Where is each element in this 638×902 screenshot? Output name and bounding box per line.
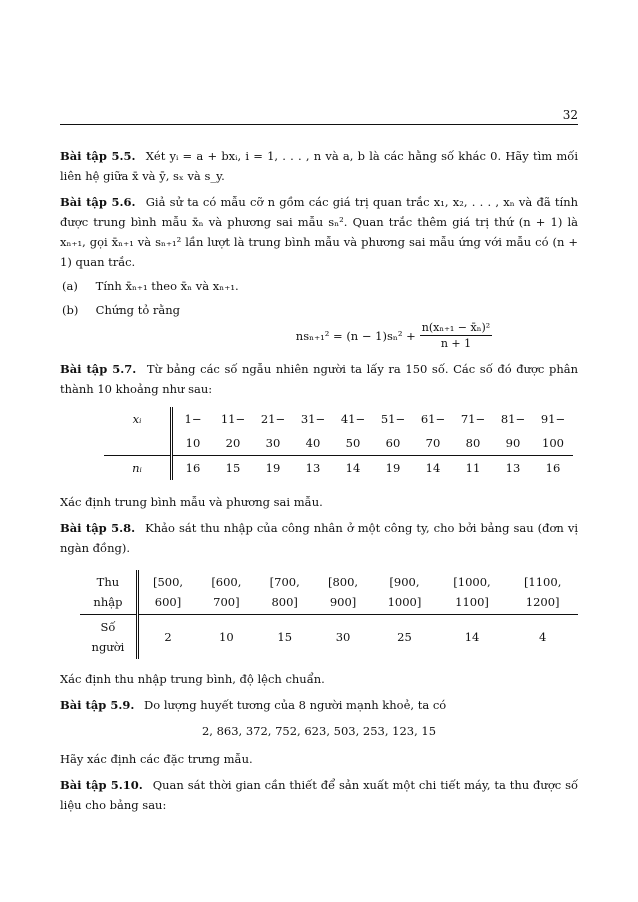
exercise-text: Do lượng huyết tương của 8 người mạnh khoẻ, ta có <box>144 698 447 712</box>
table-cell: 31− <box>300 412 326 426</box>
row-header: xᵢ <box>104 407 172 431</box>
exercise-label: Bài tập 5.9. <box>60 698 135 712</box>
table-cell: 25 <box>372 615 436 660</box>
table-cell: 51− <box>380 412 406 426</box>
table-cell: [900, 1000] <box>387 575 422 609</box>
table-cell: 80 <box>465 436 481 450</box>
table-cell: 14 <box>437 615 508 660</box>
table-cell: 16 <box>172 456 214 481</box>
table-cell: 4 <box>507 615 578 660</box>
row-header <box>104 431 172 456</box>
table-cell: [600, 700] <box>211 575 242 609</box>
table-cell: 10 <box>185 436 201 450</box>
table-cell: 70 <box>425 436 441 450</box>
exercise-text: Từ bảng các số ngẫu nhiên người ta lấy ra 150 số. Các số đó được phân thành 10 khoảng như sau: <box>60 362 578 396</box>
item-label: (a) <box>62 279 78 293</box>
item-b <box>62 300 578 320</box>
income-table <box>80 570 578 659</box>
table-cell: 61− <box>420 412 446 426</box>
exercise-text: Quan sát thời gian cần thiết để sản xuất một chi tiết máy, ta thu được số liệu cho bảng sau: <box>60 778 579 812</box>
table-cell: 19 <box>253 456 293 481</box>
table-row <box>80 615 578 660</box>
table-row <box>104 456 573 481</box>
variance-formula <box>210 320 578 351</box>
table-row <box>104 407 573 431</box>
header-rule <box>60 124 578 125</box>
table-cell: 91− <box>540 412 566 426</box>
table-cell: 16 <box>533 456 573 481</box>
exercise-text: Khảo sát thu nhập của công nhân ở một công ty, cho bởi bảng sau (đơn vị ngàn đồng). <box>60 521 579 555</box>
table-cell: 13 <box>493 456 533 481</box>
exercise-5-8 <box>60 518 578 558</box>
exercise-5-7-question: Xác định trung bình mẫu và phương sai mẫu. <box>60 495 323 509</box>
table-cell: 90 <box>505 436 521 450</box>
exercise-5-8-question: Xác định thu nhập trung bình, độ lệch chuẩn. <box>60 672 325 686</box>
table-cell: 100 <box>542 436 564 450</box>
exercise-text: Giả sử ta có mẫu cỡ n gồm các giá trị quan trắc x₁, x₂, . . . , xₙ và đã tính được trung bình mẫu x̄ₙ và phương sai mẫu sₙ². Quan trắc thêm giá trị thứ (n + 1) là xₙ₊₁, gọi x̄ₙ₊₁ và sₙ₊₁² lần lượt là trung bình mẫu và phương sai mẫu ứng với mẫu có (n + 1) quan trắc. <box>60 195 579 269</box>
table-cell: 81− <box>500 412 526 426</box>
exercise-label: Bài tập 5.10. <box>60 778 143 792</box>
row-header: Số người <box>80 615 137 660</box>
exercise-text: Xét yᵢ = a + bxᵢ, i = 1, . . . , n và a, b là các hằng số khác 0. Hãy tìm mối liên hệ giữa x̄ và ȳ, sₓ và s_y. <box>60 149 578 183</box>
formula-denominator: n + 1 <box>440 337 472 350</box>
table-cell: 40 <box>305 436 321 450</box>
table-cell: 50 <box>345 436 361 450</box>
table-cell: 30 <box>265 436 281 450</box>
table-cell: 14 <box>333 456 373 481</box>
table-cell: 11− <box>220 412 246 426</box>
exercise-label: Bài tập 5.7. <box>60 362 137 376</box>
table-cell: 41− <box>340 412 366 426</box>
table-cell: 13 <box>293 456 333 481</box>
random-number-table <box>104 407 573 480</box>
table-cell: 30 <box>314 615 372 660</box>
table-cell: [700, 800] <box>269 575 300 609</box>
table-cell: 19 <box>373 456 413 481</box>
table-cell: 2 <box>137 615 197 660</box>
table-cell: 11 <box>453 456 493 481</box>
formula-fraction <box>420 320 492 351</box>
table-cell: 1− <box>184 412 202 426</box>
exercise-label: Bài tập 5.5. <box>60 149 136 163</box>
item-a <box>62 276 578 296</box>
formula-lhs: nsₙ₊₁² = (n − 1)sₙ² + <box>295 328 416 343</box>
table-cell: 14 <box>413 456 453 481</box>
table-cell: 10 <box>197 615 255 660</box>
page-number: 32 <box>562 108 578 122</box>
table-cell: 20 <box>225 436 241 450</box>
table-row <box>80 570 578 615</box>
table-cell: 15 <box>256 615 314 660</box>
item-text: Tính x̄ₙ₊₁ theo x̄ₙ và xₙ₊₁. <box>95 279 239 293</box>
table-cell: [1100, 1200] <box>523 575 562 609</box>
exercise-label: Bài tập 5.8. <box>60 521 136 535</box>
table-cell: 60 <box>385 436 401 450</box>
exercise-5-7 <box>60 359 578 399</box>
table-cell: [1000, 1100] <box>453 575 491 609</box>
exercise-5-9-question: Hãy xác định các đặc trưng mẫu. <box>60 752 253 766</box>
exercise-5-9 <box>60 695 578 715</box>
item-label: (b) <box>62 303 79 317</box>
exercise-5-10 <box>60 775 578 815</box>
formula-numerator: n(xₙ₊₁ − x̄ₙ)² <box>421 321 491 334</box>
exercise-5-6 <box>60 192 578 351</box>
row-header: nᵢ <box>104 456 172 481</box>
table-cell: [800, 900] <box>328 575 359 609</box>
table-cell: 71− <box>460 412 486 426</box>
exercise-5-5 <box>60 146 578 186</box>
table-cell: 21− <box>260 412 286 426</box>
table-cell: [500, 600] <box>152 575 184 609</box>
table-row <box>104 431 573 456</box>
item-text: Chứng tỏ rằng <box>95 303 181 317</box>
page-content <box>60 146 578 821</box>
data-values: 2, 863, 372, 752, 623, 503, 253, 123, 15 <box>201 724 437 738</box>
table-cell: 15 <box>213 456 253 481</box>
exercise-label: Bài tập 5.6. <box>60 195 136 209</box>
row-header: Thu nhập <box>80 570 137 615</box>
